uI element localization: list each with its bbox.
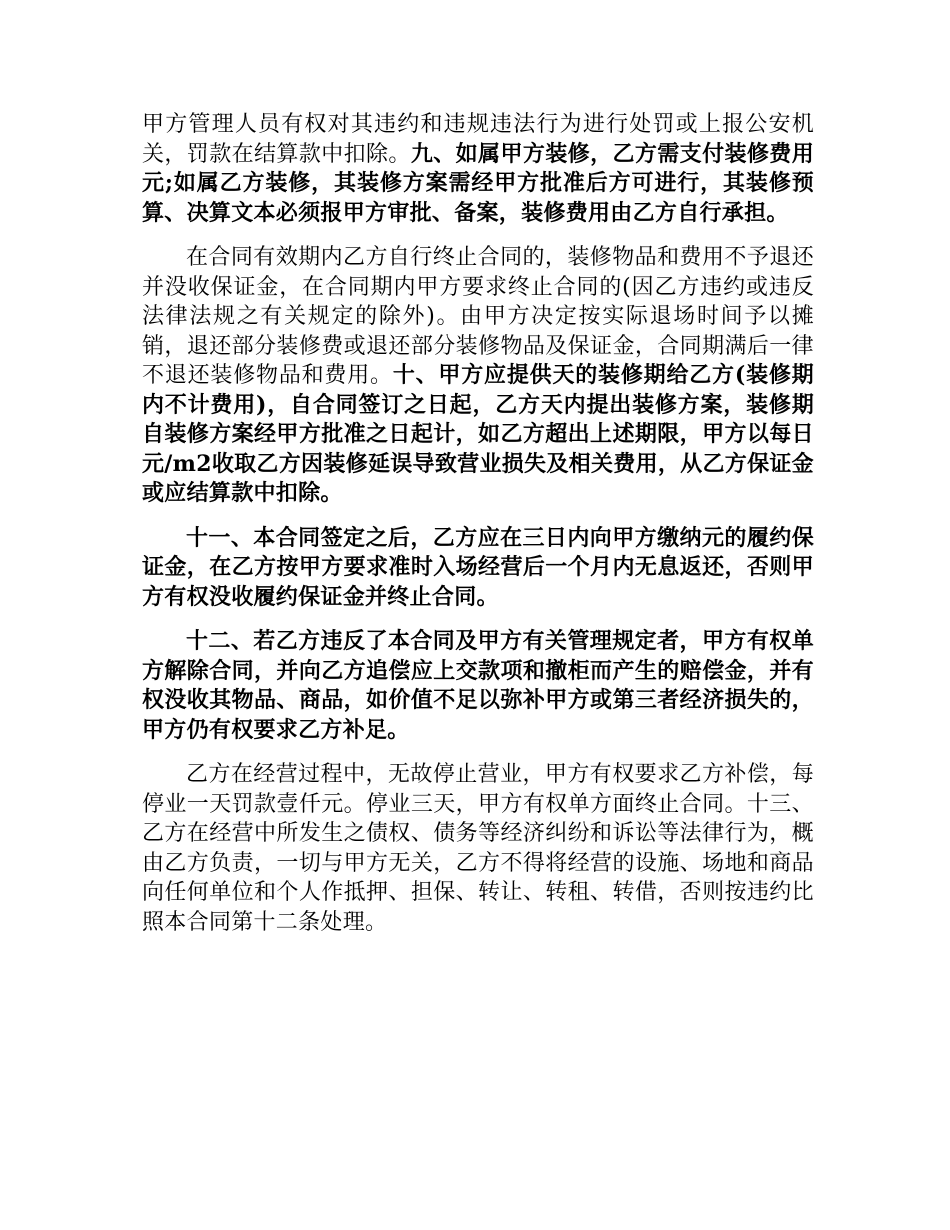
paragraph-5 (142, 760, 814, 937)
paragraph-2-text: 在合同有效期内乙方自行终止合同的，装修物品和费用不予退还并没收保证金，在合同期内甲方要求终止合同的(因乙方违约或违反法律法规之有关规定的除外)。由甲方决定按实际退场时间予以摊销，退还部分装修费或退还部分装修物品及保证金，合同期满后一律不退还装修物品和费用。 (142, 245, 814, 388)
paragraph-1 (142, 110, 814, 228)
paragraph-1-text: 甲方管理人员有权对其违约和违规违法行为进行处罚或上报公安机关，罚款在结算款中扣除。 (142, 112, 814, 167)
paragraph-5-text: 乙方在经营过程中，无故停止营业，甲方有权要求乙方补偿，每停业一天罚款壹仟元。停业三天，甲方有权单方面终止合同。十三、乙方在经营中所发生之债权、债务等经济纠纷和诉讼等法律行为，概由乙方负责，一切与甲方无关，乙方不得将经营的设施、场地和商品向任何单位和个人作抵押、担保、转让、转租、转借，否则按违约比照本合同第十二条处理。 (142, 762, 814, 935)
paragraph-2 (142, 243, 814, 509)
clause-10-text: 十、甲方应提供天的装修期给乙方(装修期内不计费用)，自合同签订之日起，乙方天内提出装修方案，装修期自装修方案经甲方批准之日起计，如乙方超出上述期限，甲方以每日元/m2收取乙方因装修延误导致营业损失及相关费用，从乙方保证金或应结算款中扣除。 (142, 362, 814, 506)
document-page (142, 110, 814, 952)
paragraph-3 (142, 524, 814, 613)
clause-11-text: 十一、本合同签定之后，乙方应在三日内向甲方缴纳元的履约保证金，在乙方按甲方要求准时入场经营后一个月内无息返还，否则甲方有权没收履约保证金并终止合同。 (142, 524, 814, 610)
clause-9-text: 九、如属甲方装修，乙方需支付装修费用元;如属乙方装修，其装修方案需经甲方批准后方可进行，其装修预算、决算文本必须报甲方审批、备案，装修费用由乙方自行承担。 (142, 140, 814, 226)
paragraph-4 (142, 627, 814, 745)
clause-12-text: 十二、若乙方违反了本合同及甲方有关管理规定者，甲方有权单方解除合同，并向乙方追偿应上交款项和撤柜而产生的赔偿金，并有权没收其物品、商品，如价值不足以弥补甲方或第三者经济损失的，甲方仍有权要求乙方补足。 (142, 628, 814, 743)
